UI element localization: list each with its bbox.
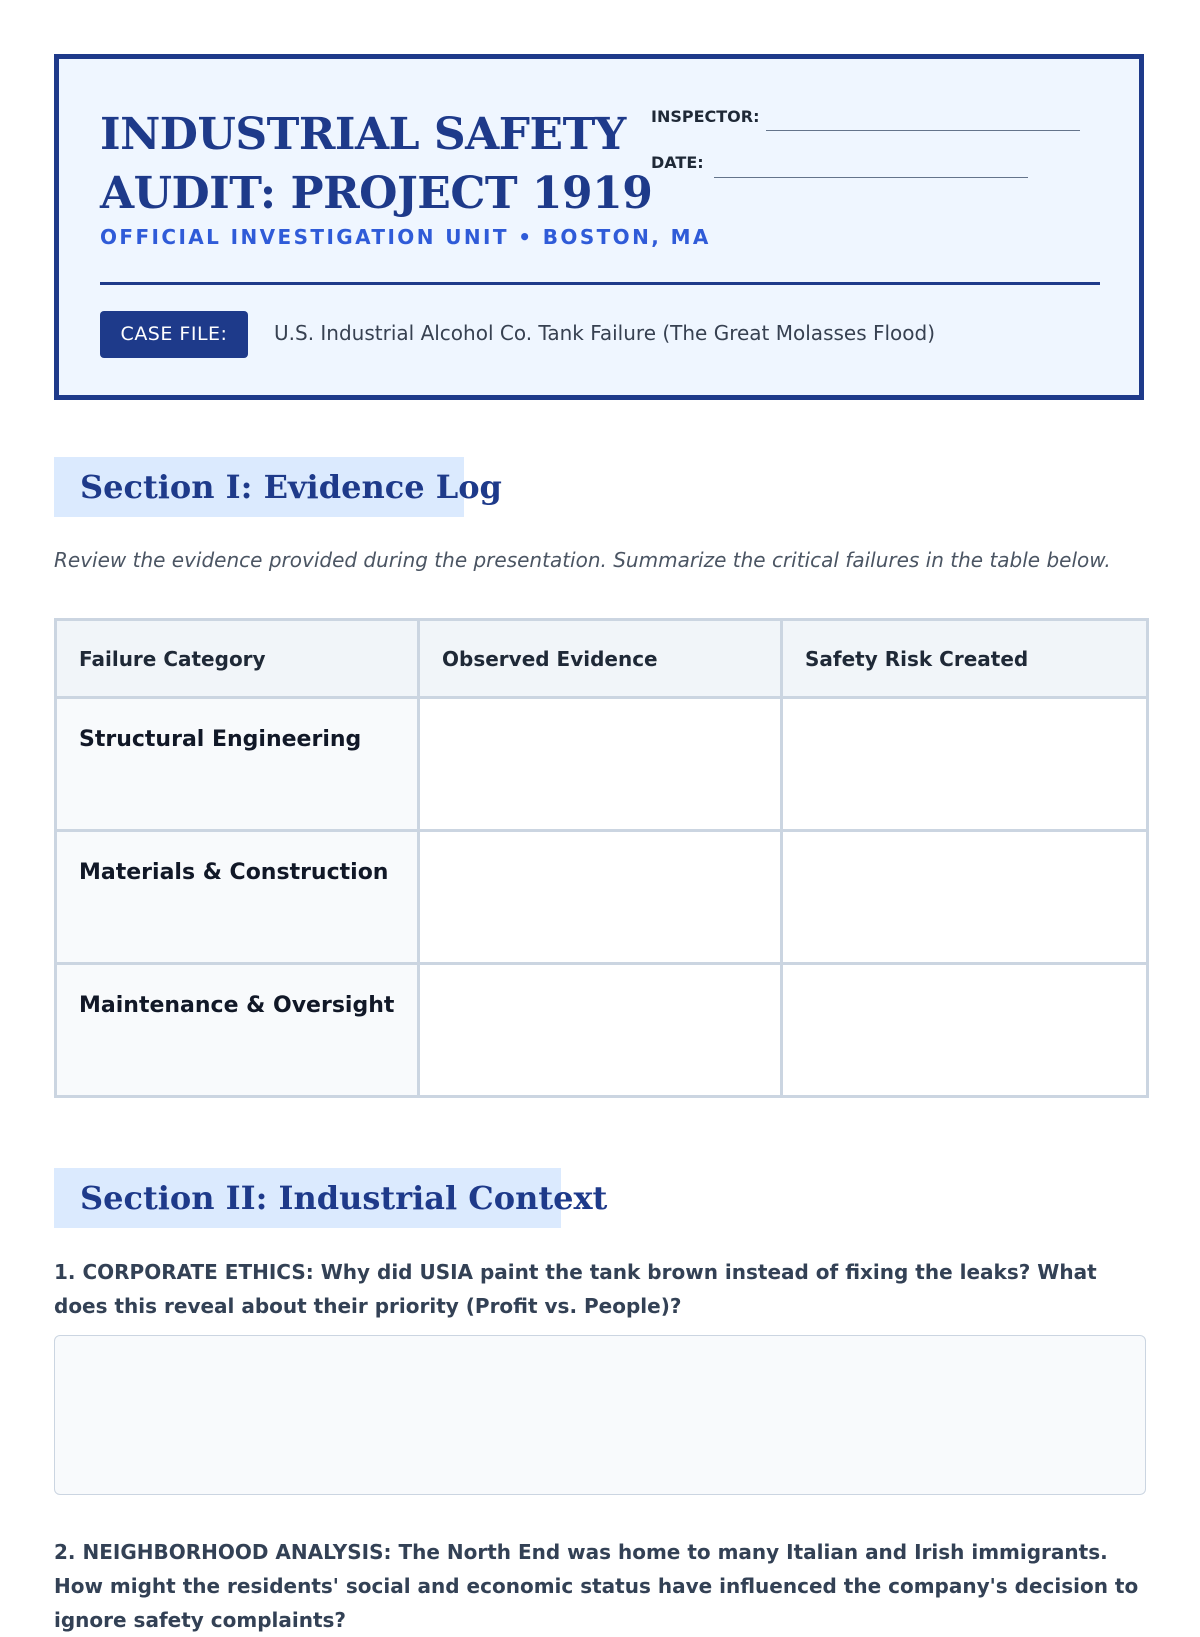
case-file-title: U.S. Industrial Alcohol Co. Tank Failure (The Great Molasses Flood) [274,321,936,345]
section-1-instructions: Review the evidence provided during the presentation. Summarize the critical failures in the table below. [54,548,1111,572]
safety-risk-cell[interactable] [782,698,1148,831]
column-header: Failure Category [56,620,419,698]
column-header: Safety Risk Created [782,620,1148,698]
section-2-heading: Section II: Industrial Context [54,1168,561,1228]
date-label: DATE: [651,153,704,172]
page-title: INDUSTRIAL SAFETY AUDIT: PROJECT 1919 [100,109,653,219]
header-divider [100,282,1100,285]
question-1-prompt: 1. CORPORATE ETHICS: Why did USIA paint the tank brown instead of fixing the leaks? What does this reveal about their priority (Profit vs. People)? [54,1260,1097,1318]
failure-category-cell: Materials & Construction [56,831,419,964]
table-row [56,964,1148,1097]
question-2-prompt: 2. NEIGHBORHOOD ANALYSIS: The North End was home to many Italian and Irish immigrants. How might the residents' social and economic status have influenced the company's decision to ignore safety complaints? [54,1540,1139,1632]
inspector-field[interactable] [766,130,1080,131]
date-field[interactable] [714,177,1028,178]
page-subtitle: OFFICIAL INVESTIGATION UNIT • BOSTON, MA [100,225,711,249]
safety-risk-cell[interactable] [782,964,1148,1097]
inspector-label: INSPECTOR: [651,107,760,126]
observed-evidence-cell[interactable] [419,698,782,831]
failure-category-cell: Structural Engineering [56,698,419,831]
table-header-row [56,620,1148,698]
column-header: Observed Evidence [419,620,782,698]
question-1-answer-box[interactable] [54,1335,1146,1495]
observed-evidence-cell[interactable] [419,831,782,964]
table-row [56,831,1148,964]
header-panel [54,54,1144,400]
section-1-heading: Section I: Evidence Log [54,457,464,517]
safety-risk-cell[interactable] [782,831,1148,964]
evidence-log-table [54,618,1149,1098]
case-file-badge: CASE FILE: [100,311,248,358]
failure-category-cell: Maintenance & Oversight [56,964,419,1097]
table-row [56,698,1148,831]
observed-evidence-cell[interactable] [419,964,782,1097]
